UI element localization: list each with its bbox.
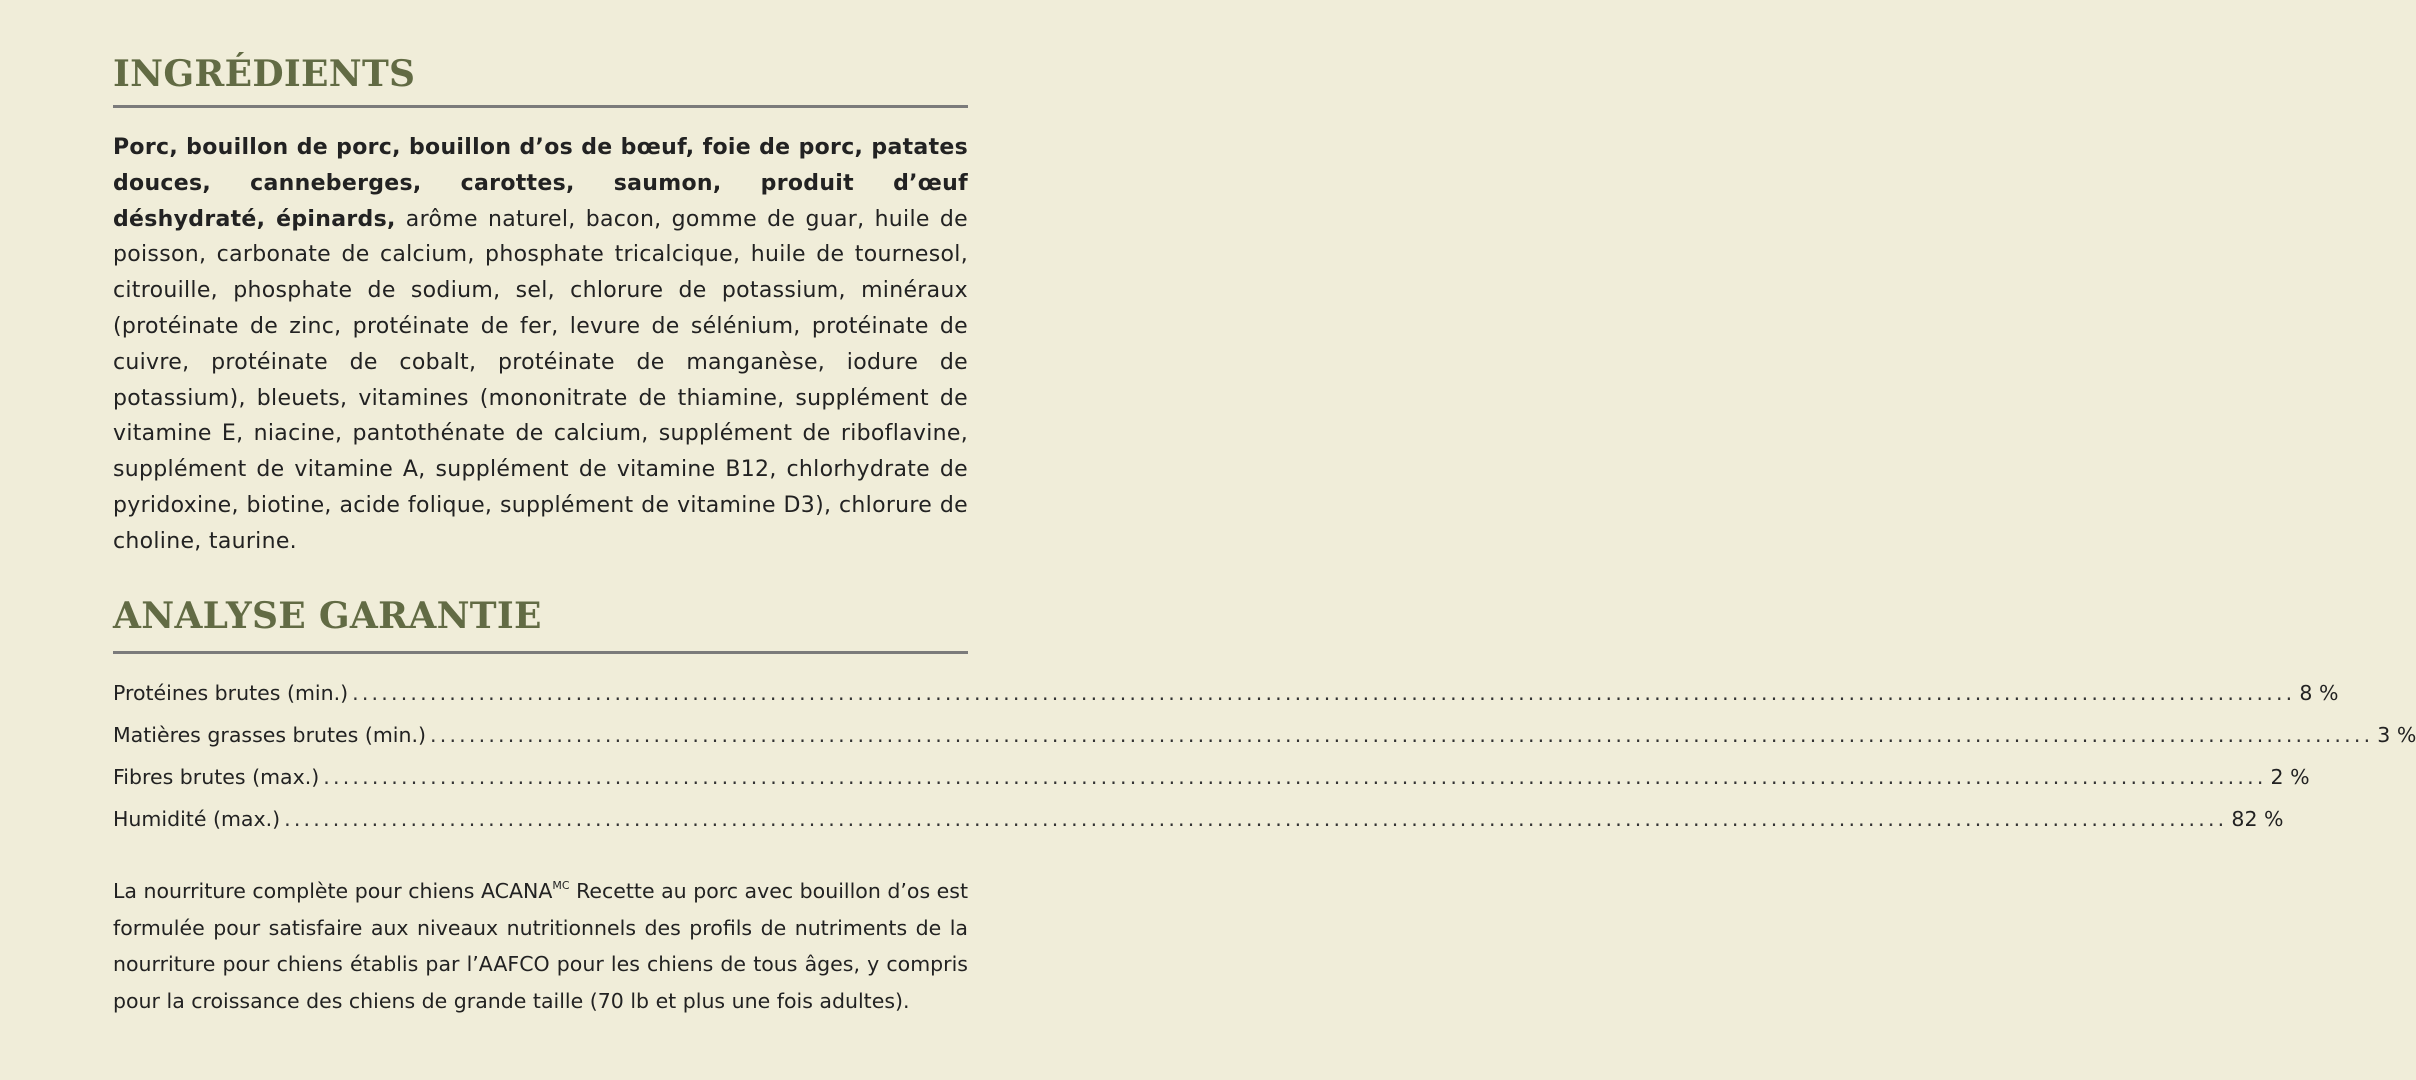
analysis-row-fat — [113, 714, 2416, 756]
leader-dots: ........................................................................................................................................................................................................ — [430, 723, 2374, 747]
analysis-heading: ANALYSE GARANTIE — [113, 595, 542, 637]
analysis-value: 82 % — [2231, 807, 2284, 831]
analysis-label: Humidité (max.) — [113, 807, 281, 831]
analysis-divider — [113, 651, 968, 654]
statement-text-start: La nourriture complète pour chiens ACANA — [113, 879, 553, 903]
analysis-label: Protéines brutes (min.) — [113, 681, 349, 705]
analysis-label: Matières grasses brutes (min.) — [113, 723, 427, 747]
ingredients-divider — [113, 105, 968, 108]
leader-dots: ........................................................................................................................................................................................................ — [284, 807, 2228, 831]
analysis-value: 3 % — [2377, 723, 2416, 747]
analysis-label: Fibres brutes (max.) — [113, 765, 320, 789]
analysis-value: 2 % — [2270, 765, 2310, 789]
analysis-table — [113, 672, 2416, 840]
leader-dots: ........................................................................................................................................................................................................ — [323, 765, 2267, 789]
ingredients-main-text: Porc, bouillon de porc, bouillon d’os de bœuf, foie de porc, patates douces, canneberges, carottes, saumon, produit d’œuf déshydraté, épinards, — [113, 135, 968, 232]
analysis-row-moisture — [113, 798, 2284, 840]
ingredients-secondary-text: arôme naturel, bacon, gomme de guar, huile de poisson, carbonate de calcium, phosphate tricalcique, huile de tournesol, citrouille, phosphate de sodium, sel, chlorure de potassium, minéraux (protéinate de zinc, protéinate de fer, levure de sélénium, protéinate de cuivre, protéinate de cobalt, protéinate de manganèse, iodure de potassium), bleuets, vitamines (mononitrate de thiamine, supplément de vitamine E, niacine, pantothénate de calcium, supplément de riboflavine, supplément de vitamine A, supplément de vitamine B12, chlorhydrate de pyridoxine, biotine, acide folique, supplément de vitamine D3), chlorure de choline, taurine. — [113, 206, 968, 554]
statement-text-end: Recette au porc avec bouillon d’os est formulée pour satisfaire aux niveaux nutritionnels des profils de nutriments de la nourriture pour chiens établis par l’AAFCO pour les chiens de tous âges, y compris pour la croissance des chiens de grande taille (70 lb et plus une fois adultes). — [113, 879, 968, 1013]
leader-dots: ........................................................................................................................................................................................................ — [352, 681, 2296, 705]
analysis-row-fiber — [113, 756, 2310, 798]
analysis-row-protein — [113, 672, 2339, 714]
trademark-mark: MC — [552, 879, 570, 892]
ingredients-heading: INGRÉDIENTS — [113, 53, 416, 95]
aafco-statement — [113, 868, 968, 1019]
ingredients-list — [113, 130, 968, 560]
analysis-value: 8 % — [2299, 681, 2339, 705]
